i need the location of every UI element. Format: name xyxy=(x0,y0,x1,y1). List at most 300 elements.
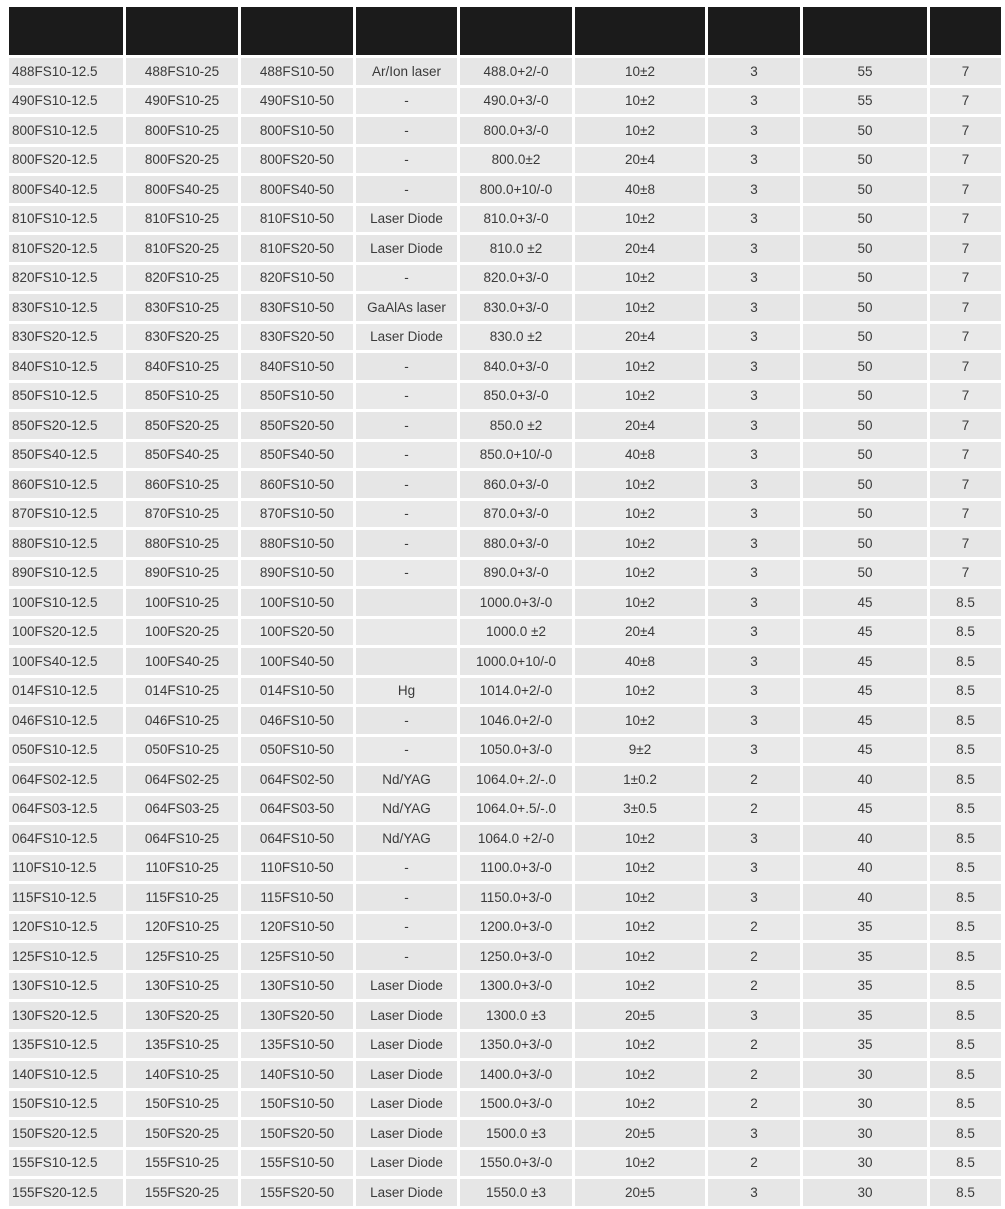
cell-part-number-50: 014FS10-50 xyxy=(241,678,353,705)
cell-thickness: 8.5 xyxy=(930,678,1001,705)
cell-part-number-12-5: 014FS10-12.5 xyxy=(9,678,123,705)
cell-part-number-50: 850FS40-50 xyxy=(241,442,353,469)
cell-part-number-50: 064FS02-50 xyxy=(241,766,353,793)
cell-bandwidth: 10±2 xyxy=(575,1032,705,1059)
cell-center-wavelength: 1200.0+3/-0 xyxy=(460,914,572,941)
cell-part-number-12-5: 064FS02-12.5 xyxy=(9,766,123,793)
cell-thickness: 8.5 xyxy=(930,1091,1001,1118)
cell-part-number-12-5: 100FS10-12.5 xyxy=(9,589,123,616)
cell-transmission: 45 xyxy=(803,589,927,616)
cell-thickness: 7 xyxy=(930,501,1001,528)
cell-tolerance: 2 xyxy=(708,914,800,941)
cell-thickness: 8.5 xyxy=(930,737,1001,764)
cell-transmission: 50 xyxy=(803,294,927,321)
cell-part-number-25: 140FS10-25 xyxy=(126,1061,238,1088)
table-row xyxy=(9,1091,1001,1118)
cell-thickness: 7 xyxy=(930,176,1001,203)
cell-part-number-50: 064FS03-50 xyxy=(241,796,353,823)
cell-bandwidth: 10±2 xyxy=(575,943,705,970)
cell-center-wavelength: 810.0 ±2 xyxy=(460,235,572,262)
cell-center-wavelength: 830.0 ±2 xyxy=(460,324,572,351)
cell-part-number-12-5: 064FS03-12.5 xyxy=(9,796,123,823)
cell-part-number-25: 135FS10-25 xyxy=(126,1032,238,1059)
table-row xyxy=(9,914,1001,941)
cell-center-wavelength: 1000.0+3/-0 xyxy=(460,589,572,616)
cell-transmission: 50 xyxy=(803,383,927,410)
cell-part-number-50: 800FS10-50 xyxy=(241,117,353,144)
cell-tolerance: 2 xyxy=(708,796,800,823)
cell-center-wavelength: 830.0+3/-0 xyxy=(460,294,572,321)
cell-bandwidth: 10±2 xyxy=(575,707,705,734)
cell-tolerance: 3 xyxy=(708,619,800,646)
cell-part-number-12-5: 135FS10-12.5 xyxy=(9,1032,123,1059)
cell-transmission: 50 xyxy=(803,442,927,469)
cell-transmission: 45 xyxy=(803,619,927,646)
cell-thickness: 8.5 xyxy=(930,796,1001,823)
cell-part-number-25: 860FS10-25 xyxy=(126,471,238,498)
cell-center-wavelength: 1100.0+3/-0 xyxy=(460,855,572,882)
cell-part-number-50: 130FS20-50 xyxy=(241,1002,353,1029)
cell-transmission: 50 xyxy=(803,147,927,174)
table-row xyxy=(9,1150,1001,1177)
cell-tolerance: 3 xyxy=(708,884,800,911)
table-row xyxy=(9,58,1001,85)
cell-thickness: 8.5 xyxy=(930,914,1001,941)
cell-part-number-12-5: 870FS10-12.5 xyxy=(9,501,123,528)
column-header xyxy=(803,7,927,55)
cell-part-number-25: 880FS10-25 xyxy=(126,530,238,557)
cell-bandwidth: 20±4 xyxy=(575,324,705,351)
column-header xyxy=(930,7,1001,55)
table-row xyxy=(9,412,1001,439)
cell-transmission: 45 xyxy=(803,678,927,705)
cell-thickness: 8.5 xyxy=(930,1061,1001,1088)
cell-tolerance: 3 xyxy=(708,383,800,410)
cell-laser-type: - xyxy=(356,442,457,469)
column-header xyxy=(708,7,800,55)
cell-part-number-12-5: 488FS10-12.5 xyxy=(9,58,123,85)
cell-part-number-25: 490FS10-25 xyxy=(126,88,238,115)
cell-part-number-25: 046FS10-25 xyxy=(126,707,238,734)
cell-part-number-25: 125FS10-25 xyxy=(126,943,238,970)
cell-laser-type: Laser Diode xyxy=(356,235,457,262)
cell-tolerance: 3 xyxy=(708,176,800,203)
cell-tolerance: 2 xyxy=(708,1150,800,1177)
cell-part-number-50: 110FS10-50 xyxy=(241,855,353,882)
cell-part-number-12-5: 050FS10-12.5 xyxy=(9,737,123,764)
cell-tolerance: 2 xyxy=(708,766,800,793)
cell-thickness: 8.5 xyxy=(930,1150,1001,1177)
cell-part-number-50: 860FS10-50 xyxy=(241,471,353,498)
cell-thickness: 8.5 xyxy=(930,1179,1001,1206)
cell-tolerance: 3 xyxy=(708,825,800,852)
cell-laser-type: - xyxy=(356,943,457,970)
cell-part-number-12-5: 130FS10-12.5 xyxy=(9,973,123,1000)
cell-bandwidth: 10±2 xyxy=(575,914,705,941)
cell-bandwidth: 20±4 xyxy=(575,147,705,174)
cell-tolerance: 3 xyxy=(708,265,800,292)
cell-laser-type: Laser Diode xyxy=(356,1150,457,1177)
table-row xyxy=(9,707,1001,734)
cell-laser-type: Laser Diode xyxy=(356,973,457,1000)
cell-laser-type: - xyxy=(356,884,457,911)
cell-part-number-12-5: 150FS20-12.5 xyxy=(9,1120,123,1147)
cell-part-number-25: 100FS40-25 xyxy=(126,648,238,675)
cell-laser-type: Laser Diode xyxy=(356,1002,457,1029)
cell-tolerance: 3 xyxy=(708,501,800,528)
cell-laser-type: Nd/YAG xyxy=(356,766,457,793)
cell-center-wavelength: 1500.0 ±3 xyxy=(460,1120,572,1147)
cell-part-number-12-5: 890FS10-12.5 xyxy=(9,560,123,587)
cell-part-number-12-5: 850FS20-12.5 xyxy=(9,412,123,439)
cell-part-number-50: 150FS10-50 xyxy=(241,1091,353,1118)
cell-laser-type: - xyxy=(356,855,457,882)
cell-tolerance: 3 xyxy=(708,737,800,764)
cell-part-number-25: 850FS10-25 xyxy=(126,383,238,410)
cell-laser-type: - xyxy=(356,560,457,587)
cell-thickness: 8.5 xyxy=(930,943,1001,970)
cell-part-number-50: 140FS10-50 xyxy=(241,1061,353,1088)
cell-laser-type: - xyxy=(356,412,457,439)
cell-part-number-25: 064FS02-25 xyxy=(126,766,238,793)
cell-part-number-12-5: 046FS10-12.5 xyxy=(9,707,123,734)
cell-transmission: 50 xyxy=(803,412,927,439)
cell-laser-type: - xyxy=(356,88,457,115)
cell-center-wavelength: 1300.0+3/-0 xyxy=(460,973,572,1000)
cell-thickness: 7 xyxy=(930,353,1001,380)
cell-part-number-12-5: 850FS40-12.5 xyxy=(9,442,123,469)
cell-part-number-12-5: 110FS10-12.5 xyxy=(9,855,123,882)
table-row xyxy=(9,353,1001,380)
cell-part-number-12-5: 064FS10-12.5 xyxy=(9,825,123,852)
cell-part-number-12-5: 860FS10-12.5 xyxy=(9,471,123,498)
cell-thickness: 8.5 xyxy=(930,884,1001,911)
cell-bandwidth: 9±2 xyxy=(575,737,705,764)
table-row xyxy=(9,678,1001,705)
cell-bandwidth: 10±2 xyxy=(575,117,705,144)
cell-part-number-25: 800FS20-25 xyxy=(126,147,238,174)
cell-part-number-12-5: 100FS20-12.5 xyxy=(9,619,123,646)
cell-transmission: 50 xyxy=(803,530,927,557)
cell-transmission: 30 xyxy=(803,1150,927,1177)
table-row xyxy=(9,648,1001,675)
cell-transmission: 45 xyxy=(803,707,927,734)
cell-transmission: 40 xyxy=(803,825,927,852)
cell-center-wavelength: 1350.0+3/-0 xyxy=(460,1032,572,1059)
cell-part-number-12-5: 880FS10-12.5 xyxy=(9,530,123,557)
cell-thickness: 7 xyxy=(930,442,1001,469)
cell-part-number-50: 135FS10-50 xyxy=(241,1032,353,1059)
cell-center-wavelength: 1550.0+3/-0 xyxy=(460,1150,572,1177)
column-header xyxy=(460,7,572,55)
cell-thickness: 8.5 xyxy=(930,855,1001,882)
column-header xyxy=(9,7,123,55)
cell-laser-type: - xyxy=(356,147,457,174)
cell-center-wavelength: 1000.0 ±2 xyxy=(460,619,572,646)
cell-tolerance: 3 xyxy=(708,707,800,734)
cell-transmission: 50 xyxy=(803,265,927,292)
cell-laser-type: Laser Diode xyxy=(356,1061,457,1088)
cell-tolerance: 3 xyxy=(708,206,800,233)
cell-bandwidth: 10±2 xyxy=(575,501,705,528)
cell-transmission: 30 xyxy=(803,1091,927,1118)
cell-part-number-50: 046FS10-50 xyxy=(241,707,353,734)
cell-laser-type: - xyxy=(356,353,457,380)
cell-part-number-25: 830FS10-25 xyxy=(126,294,238,321)
cell-tolerance: 3 xyxy=(708,442,800,469)
cell-center-wavelength: 880.0+3/-0 xyxy=(460,530,572,557)
cell-part-number-50: 810FS20-50 xyxy=(241,235,353,262)
cell-part-number-50: 120FS10-50 xyxy=(241,914,353,941)
cell-laser-type: Laser Diode xyxy=(356,1091,457,1118)
cell-part-number-25: 810FS10-25 xyxy=(126,206,238,233)
cell-tolerance: 3 xyxy=(708,530,800,557)
table-row xyxy=(9,1061,1001,1088)
cell-part-number-12-5: 820FS10-12.5 xyxy=(9,265,123,292)
cell-part-number-50: 155FS20-50 xyxy=(241,1179,353,1206)
cell-bandwidth: 10±2 xyxy=(575,265,705,292)
cell-tolerance: 3 xyxy=(708,1002,800,1029)
cell-part-number-25: 155FS20-25 xyxy=(126,1179,238,1206)
cell-thickness: 7 xyxy=(930,530,1001,557)
cell-center-wavelength: 1014.0+2/-0 xyxy=(460,678,572,705)
cell-bandwidth: 10±2 xyxy=(575,560,705,587)
cell-transmission: 30 xyxy=(803,1120,927,1147)
cell-transmission: 35 xyxy=(803,1002,927,1029)
table-row xyxy=(9,619,1001,646)
cell-tolerance: 3 xyxy=(708,589,800,616)
cell-center-wavelength: 850.0+10/-0 xyxy=(460,442,572,469)
cell-center-wavelength: 870.0+3/-0 xyxy=(460,501,572,528)
cell-thickness: 7 xyxy=(930,265,1001,292)
table-row xyxy=(9,294,1001,321)
cell-thickness: 7 xyxy=(930,58,1001,85)
cell-center-wavelength: 1064.0 +2/-0 xyxy=(460,825,572,852)
cell-bandwidth: 40±8 xyxy=(575,442,705,469)
table-row xyxy=(9,471,1001,498)
cell-thickness: 8.5 xyxy=(930,766,1001,793)
cell-center-wavelength: 800.0+3/-0 xyxy=(460,117,572,144)
cell-bandwidth: 20±4 xyxy=(575,235,705,262)
cell-thickness: 7 xyxy=(930,383,1001,410)
table-row xyxy=(9,560,1001,587)
cell-laser-type: - xyxy=(356,176,457,203)
cell-part-number-50: 100FS40-50 xyxy=(241,648,353,675)
cell-part-number-25: 820FS10-25 xyxy=(126,265,238,292)
column-header xyxy=(126,7,238,55)
cell-tolerance: 3 xyxy=(708,147,800,174)
cell-center-wavelength: 820.0+3/-0 xyxy=(460,265,572,292)
cell-bandwidth: 20±4 xyxy=(575,619,705,646)
cell-laser-type: Nd/YAG xyxy=(356,796,457,823)
cell-part-number-25: 110FS10-25 xyxy=(126,855,238,882)
cell-part-number-12-5: 840FS10-12.5 xyxy=(9,353,123,380)
cell-thickness: 7 xyxy=(930,206,1001,233)
cell-center-wavelength: 490.0+3/-0 xyxy=(460,88,572,115)
cell-tolerance: 3 xyxy=(708,1120,800,1147)
cell-bandwidth: 10±2 xyxy=(575,58,705,85)
cell-bandwidth: 10±2 xyxy=(575,206,705,233)
cell-part-number-50: 155FS10-50 xyxy=(241,1150,353,1177)
cell-part-number-50: 820FS10-50 xyxy=(241,265,353,292)
cell-laser-type: GaAlAs laser xyxy=(356,294,457,321)
cell-part-number-50: 490FS10-50 xyxy=(241,88,353,115)
cell-part-number-25: 115FS10-25 xyxy=(126,884,238,911)
cell-part-number-25: 830FS20-25 xyxy=(126,324,238,351)
cell-tolerance: 2 xyxy=(708,943,800,970)
cell-part-number-50: 850FS20-50 xyxy=(241,412,353,439)
cell-laser-type: - xyxy=(356,501,457,528)
cell-transmission: 50 xyxy=(803,560,927,587)
cell-laser-type: - xyxy=(356,914,457,941)
cell-thickness: 7 xyxy=(930,88,1001,115)
cell-center-wavelength: 890.0+3/-0 xyxy=(460,560,572,587)
table-row xyxy=(9,1179,1001,1206)
cell-part-number-12-5: 830FS20-12.5 xyxy=(9,324,123,351)
cell-thickness: 8.5 xyxy=(930,1002,1001,1029)
column-header xyxy=(241,7,353,55)
cell-bandwidth: 20±5 xyxy=(575,1179,705,1206)
table-row xyxy=(9,1120,1001,1147)
cell-part-number-12-5: 150FS10-12.5 xyxy=(9,1091,123,1118)
filter-spec-table xyxy=(6,4,1004,1209)
cell-part-number-50: 880FS10-50 xyxy=(241,530,353,557)
cell-bandwidth: 10±2 xyxy=(575,1061,705,1088)
table-row xyxy=(9,943,1001,970)
cell-part-number-12-5: 115FS10-12.5 xyxy=(9,884,123,911)
cell-tolerance: 2 xyxy=(708,1091,800,1118)
table-row xyxy=(9,884,1001,911)
cell-laser-type xyxy=(356,648,457,675)
cell-tolerance: 3 xyxy=(708,412,800,439)
table-row xyxy=(9,88,1001,115)
cell-thickness: 7 xyxy=(930,235,1001,262)
cell-transmission: 50 xyxy=(803,117,927,144)
cell-thickness: 8.5 xyxy=(930,589,1001,616)
cell-part-number-12-5: 140FS10-12.5 xyxy=(9,1061,123,1088)
cell-part-number-50: 150FS20-50 xyxy=(241,1120,353,1147)
cell-part-number-50: 810FS10-50 xyxy=(241,206,353,233)
column-header xyxy=(356,7,457,55)
cell-part-number-25: 488FS10-25 xyxy=(126,58,238,85)
table-row xyxy=(9,973,1001,1000)
cell-part-number-50: 100FS20-50 xyxy=(241,619,353,646)
cell-part-number-25: 130FS20-25 xyxy=(126,1002,238,1029)
table-row xyxy=(9,324,1001,351)
table-row xyxy=(9,117,1001,144)
cell-laser-type xyxy=(356,619,457,646)
cell-tolerance: 3 xyxy=(708,324,800,351)
cell-laser-type: - xyxy=(356,471,457,498)
cell-part-number-50: 064FS10-50 xyxy=(241,825,353,852)
cell-center-wavelength: 800.0+10/-0 xyxy=(460,176,572,203)
cell-part-number-12-5: 850FS10-12.5 xyxy=(9,383,123,410)
cell-bandwidth: 10±2 xyxy=(575,855,705,882)
cell-part-number-25: 150FS20-25 xyxy=(126,1120,238,1147)
cell-thickness: 7 xyxy=(930,324,1001,351)
cell-tolerance: 3 xyxy=(708,1179,800,1206)
cell-thickness: 7 xyxy=(930,471,1001,498)
cell-part-number-50: 125FS10-50 xyxy=(241,943,353,970)
cell-center-wavelength: 860.0+3/-0 xyxy=(460,471,572,498)
cell-tolerance: 2 xyxy=(708,1061,800,1088)
cell-part-number-12-5: 125FS10-12.5 xyxy=(9,943,123,970)
cell-tolerance: 3 xyxy=(708,648,800,675)
cell-laser-type: - xyxy=(356,530,457,557)
cell-tolerance: 3 xyxy=(708,58,800,85)
cell-thickness: 8.5 xyxy=(930,825,1001,852)
cell-part-number-12-5: 800FS40-12.5 xyxy=(9,176,123,203)
cell-part-number-25: 064FS03-25 xyxy=(126,796,238,823)
cell-bandwidth: 3±0.5 xyxy=(575,796,705,823)
cell-transmission: 35 xyxy=(803,973,927,1000)
table-row xyxy=(9,383,1001,410)
cell-transmission: 30 xyxy=(803,1061,927,1088)
cell-transmission: 40 xyxy=(803,766,927,793)
cell-center-wavelength: 1400.0+3/-0 xyxy=(460,1061,572,1088)
table-row xyxy=(9,589,1001,616)
cell-part-number-12-5: 130FS20-12.5 xyxy=(9,1002,123,1029)
cell-part-number-25: 870FS10-25 xyxy=(126,501,238,528)
cell-bandwidth: 10±2 xyxy=(575,353,705,380)
cell-bandwidth: 10±2 xyxy=(575,294,705,321)
cell-part-number-50: 115FS10-50 xyxy=(241,884,353,911)
cell-transmission: 45 xyxy=(803,737,927,764)
cell-part-number-12-5: 100FS40-12.5 xyxy=(9,648,123,675)
cell-tolerance: 3 xyxy=(708,855,800,882)
cell-part-number-12-5: 155FS20-12.5 xyxy=(9,1179,123,1206)
cell-bandwidth: 10±2 xyxy=(575,1091,705,1118)
cell-part-number-25: 155FS10-25 xyxy=(126,1150,238,1177)
cell-laser-type: Laser Diode xyxy=(356,1179,457,1206)
cell-part-number-50: 800FS20-50 xyxy=(241,147,353,174)
table-row xyxy=(9,501,1001,528)
cell-transmission: 50 xyxy=(803,353,927,380)
cell-bandwidth: 10±2 xyxy=(575,884,705,911)
cell-center-wavelength: 1500.0+3/-0 xyxy=(460,1091,572,1118)
cell-transmission: 50 xyxy=(803,206,927,233)
cell-center-wavelength: 1150.0+3/-0 xyxy=(460,884,572,911)
cell-laser-type xyxy=(356,589,457,616)
cell-part-number-25: 800FS10-25 xyxy=(126,117,238,144)
cell-part-number-25: 150FS10-25 xyxy=(126,1091,238,1118)
cell-center-wavelength: 800.0±2 xyxy=(460,147,572,174)
table-row xyxy=(9,1002,1001,1029)
cell-part-number-50: 830FS20-50 xyxy=(241,324,353,351)
cell-part-number-25: 850FS40-25 xyxy=(126,442,238,469)
table-row xyxy=(9,235,1001,262)
cell-laser-type: - xyxy=(356,383,457,410)
cell-thickness: 8.5 xyxy=(930,619,1001,646)
cell-part-number-12-5: 830FS10-12.5 xyxy=(9,294,123,321)
cell-tolerance: 2 xyxy=(708,1032,800,1059)
cell-transmission: 45 xyxy=(803,796,927,823)
cell-tolerance: 3 xyxy=(708,88,800,115)
cell-center-wavelength: 1050.0+3/-0 xyxy=(460,737,572,764)
cell-transmission: 55 xyxy=(803,88,927,115)
cell-part-number-50: 800FS40-50 xyxy=(241,176,353,203)
cell-transmission: 55 xyxy=(803,58,927,85)
table-row xyxy=(9,855,1001,882)
cell-part-number-25: 840FS10-25 xyxy=(126,353,238,380)
cell-transmission: 45 xyxy=(803,648,927,675)
cell-bandwidth: 10±2 xyxy=(575,1150,705,1177)
table-row xyxy=(9,176,1001,203)
cell-part-number-50: 850FS10-50 xyxy=(241,383,353,410)
table-body xyxy=(9,58,1001,1206)
cell-bandwidth: 1±0.2 xyxy=(575,766,705,793)
table-row xyxy=(9,442,1001,469)
